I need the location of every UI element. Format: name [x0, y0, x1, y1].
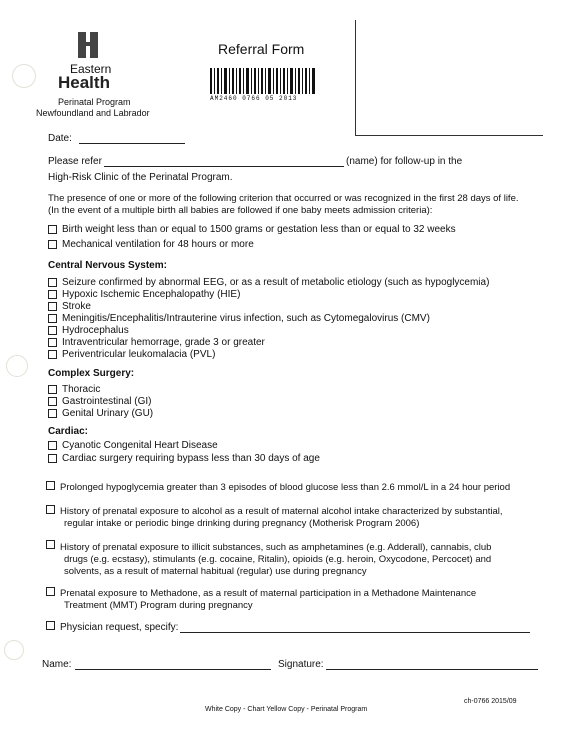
- item-gi: Gastrointestinal (GI): [62, 396, 152, 407]
- signature-field[interactable]: [326, 669, 538, 670]
- physician-specify-field[interactable]: [180, 632, 530, 633]
- item-thoracic: Thoracic: [62, 384, 101, 395]
- checkbox-gi[interactable]: [48, 397, 57, 406]
- item-illicit-line3: solvents, as a result of maternal habitual (regular) use during pregnancy: [64, 566, 367, 577]
- signature-label: Signature:: [278, 659, 324, 670]
- checkbox-physician-request[interactable]: [46, 621, 55, 630]
- checkbox-alcohol[interactable]: [46, 505, 55, 514]
- item-cyanotic: Cyanotic Congenital Heart Disease: [62, 440, 218, 451]
- item-pvl: Periventricular leukomalacia (PVL): [62, 349, 216, 360]
- form-code: ch-0766 2015/09: [464, 698, 517, 705]
- org-name-line1: Eastern: [70, 62, 112, 76]
- clinic-line: High-Risk Clinic of the Perinatal Program.: [48, 172, 233, 183]
- item-methadone-line2: Treatment (MMT) Program during pregnancy: [64, 600, 253, 611]
- checkbox-stroke[interactable]: [48, 302, 57, 311]
- program-name: Perinatal Program: [58, 97, 131, 107]
- binder-hole-bottom: [4, 640, 24, 660]
- checkbox-methadone[interactable]: [46, 587, 55, 596]
- patient-label-box: [355, 20, 543, 136]
- item-hie: Hypoxic Ischemic Encephalopathy (HIE): [62, 289, 241, 300]
- checkbox-hypoglycemia[interactable]: [46, 481, 55, 490]
- checkbox-hie[interactable]: [48, 290, 57, 299]
- item-illicit-line2: drugs (e.g. ecstasy), stimulants (e.g. cocaine, Ritalin), opioids (e.g. heroin, Oxycodone, Percocet) and: [64, 554, 492, 565]
- please-refer-label: Please refer: [48, 156, 102, 167]
- item-meningitis: Meningitis/Encephalitis/Intrauterine virus infection, such as Cytomegalovirus (CMV): [62, 313, 430, 324]
- item-seizure: Seizure confirmed by abnormal EEG, or as a result of metabolic etiology (such as hypoglycemia): [62, 277, 490, 288]
- date-label: Date:: [48, 133, 72, 144]
- copy-distribution: White Copy - Chart Yellow Copy - Perinatal Program: [205, 706, 368, 713]
- intro-line2: (In the event of a multiple birth all babies are followed if one baby meets admission criteria):: [48, 205, 433, 216]
- name-label: Name:: [42, 659, 72, 670]
- date-field[interactable]: [79, 143, 185, 144]
- surgery-heading: Complex Surgery:: [48, 368, 135, 379]
- item-alcohol-line2: regular intake or periodic binge drinking during pregnancy (Motherisk Program 2006): [64, 518, 420, 529]
- name-field[interactable]: [75, 669, 271, 670]
- checkbox-cyanotic[interactable]: [48, 441, 57, 450]
- checkbox-mechanical-ventilation[interactable]: [48, 240, 57, 249]
- checkbox-illicit[interactable]: [46, 540, 55, 549]
- org-name-line2: Health: [58, 73, 110, 92]
- checkbox-meningitis[interactable]: [48, 314, 57, 323]
- item-gu: Genital Urinary (GU): [62, 408, 154, 419]
- patient-name-field[interactable]: [104, 166, 344, 167]
- item-alcohol-line1: History of prenatal exposure to alcohol as a result of maternal alcohol intake characterized by substantial,: [60, 506, 503, 517]
- checkbox-pvl[interactable]: [48, 350, 57, 359]
- item-intraventricular: Intraventricular hemorrage, grade 3 or greater: [62, 337, 265, 348]
- item-cardiac-surgery: Cardiac surgery requiring bypass less than 30 days of age: [62, 453, 320, 464]
- item-birth-weight: Birth weight less than or equal to 1500 grams or gestation less than or equal to 32 weeks: [62, 224, 456, 235]
- cns-heading: Central Nervous System:: [48, 260, 167, 271]
- checkbox-intraventricular[interactable]: [48, 338, 57, 347]
- checkbox-gu[interactable]: [48, 409, 57, 418]
- intro-line1: The presence of one or more of the following criterion that occurred or was recognized in the first 28 days of life.: [48, 193, 519, 204]
- item-hypoglycemia: Prolonged hypoglycemia greater than 3 episodes of blood glucose less than 2.6 mmol/L in a 24 hour period: [60, 482, 511, 493]
- name-followup-label: (name) for follow-up in the: [346, 156, 463, 167]
- checkbox-birth-weight[interactable]: [48, 225, 57, 234]
- checkbox-cardiac-surgery[interactable]: [48, 454, 57, 463]
- item-illicit-line1: History of prenatal exposure to illicit substances, such as amphetamines (e.g. Adderall), cannabis, club: [60, 542, 492, 553]
- item-hydrocephalus: Hydrocephalus: [62, 325, 129, 336]
- checkbox-seizure[interactable]: [48, 278, 57, 287]
- binder-hole-middle: [6, 355, 28, 377]
- item-mechanical-ventilation: Mechanical ventilation for 48 hours or more: [62, 239, 254, 250]
- checkbox-hydrocephalus[interactable]: [48, 326, 57, 335]
- program-region: Newfoundland and Labrador: [36, 108, 150, 118]
- barcode-number: AM2460 0766 05 2013: [210, 95, 298, 102]
- checkbox-thoracic[interactable]: [48, 385, 57, 394]
- binder-hole-top: [12, 64, 36, 88]
- cardiac-heading: Cardiac:: [48, 426, 89, 437]
- item-physician-request: Physician request, specify:: [60, 622, 179, 633]
- barcode: [210, 68, 316, 94]
- page-title: Referral Form: [218, 41, 305, 57]
- lighthouse-logo-icon: [68, 30, 108, 60]
- item-methadone-line1: Prenatal exposure to Methadone, as a result of maternal participation in a Methadone Maintenance: [60, 588, 477, 599]
- item-stroke: Stroke: [62, 301, 91, 312]
